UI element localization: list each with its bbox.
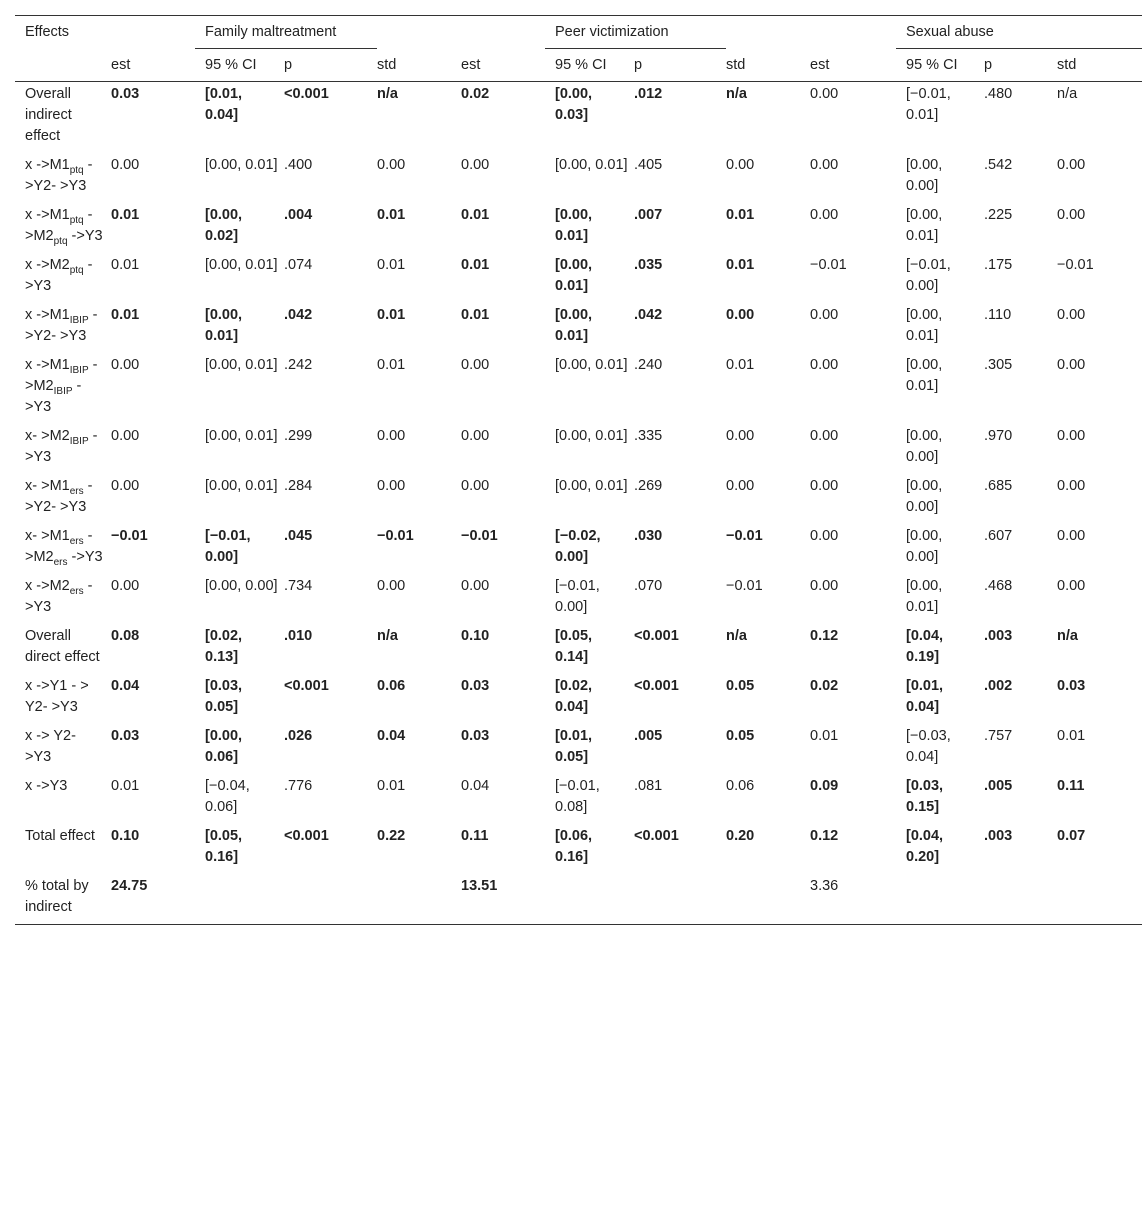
subheader-cell: p	[284, 49, 377, 82]
table-cell: [−0.01, 0.00]	[205, 528, 251, 565]
table-cell: 0.01	[461, 207, 490, 223]
table-cell: [0.00, 0.01]	[906, 357, 943, 394]
table-cell: [0.00, 0.01]	[906, 578, 943, 615]
table-row	[15, 874, 1142, 925]
table-cell: 0.00	[810, 478, 839, 494]
table-cell: 0.00	[1057, 307, 1086, 323]
table-cell: <0.001	[634, 678, 679, 694]
table-cell: .045	[284, 528, 313, 544]
table-row	[15, 574, 1142, 624]
table-cell: 0.00	[726, 157, 755, 173]
table-cell: [−0.01, 0.00]	[906, 257, 951, 294]
table-cell: 0.01	[461, 257, 490, 273]
table-cell: 0.00	[1057, 207, 1086, 223]
table-cell: [0.00, 0.00]	[906, 428, 943, 465]
subheader-cell: est	[810, 49, 896, 82]
table-cell: 0.01	[111, 207, 140, 223]
table-cell: −0.01	[726, 528, 763, 544]
table-cell: [0.00, 0.01]	[205, 157, 278, 173]
table-cell: .757	[984, 728, 1013, 744]
table-cell: [0.00, 0.01]	[205, 307, 243, 344]
table-cell: [0.01, 0.05]	[555, 728, 593, 765]
table-cell: 13.51	[461, 878, 498, 894]
table-cell: [0.00, 0.00]	[906, 478, 943, 515]
table-cell: 0.00	[810, 157, 839, 173]
table-cell: .010	[284, 628, 313, 644]
table-cell: 0.00	[1057, 528, 1086, 544]
table-cell: .070	[634, 578, 663, 594]
table-cell: <0.001	[284, 828, 329, 844]
table-cell: 0.01	[726, 207, 755, 223]
table-cell: .005	[634, 728, 663, 744]
table-cell: 0.00	[377, 428, 406, 444]
table-cell: 0.00	[111, 157, 140, 173]
table-cell: 0.01	[377, 257, 406, 273]
table-cell: [−0.01, 0.08]	[555, 778, 600, 815]
table-cell: 0.00	[377, 157, 406, 173]
row-label: Overall indirect effect	[25, 86, 72, 144]
table-cell: .240	[634, 357, 663, 373]
table-cell: 0.05	[726, 678, 755, 694]
table-cell: n/a	[726, 86, 747, 102]
table-cell: 0.00	[1057, 578, 1086, 594]
table-cell: .005	[984, 778, 1013, 794]
row-label: x $->M2_{ers}$ ->Y3	[25, 578, 93, 615]
table-cell: 0.03	[111, 728, 140, 744]
table-cell: 0.00	[810, 428, 839, 444]
table-cell: .734	[284, 578, 313, 594]
table-cell: [0.01, 0.04]	[205, 86, 243, 123]
table-cell: −0.01	[461, 528, 498, 544]
table-cell: [0.00, 0.01]	[205, 257, 278, 273]
table-cell: 0.00	[726, 478, 755, 494]
table-cell: .480	[984, 86, 1013, 102]
table-cell: 0.03	[461, 728, 490, 744]
table-cell: [0.00, 0.06]	[205, 728, 243, 765]
table-cell: 0.00	[1057, 357, 1086, 373]
table-cell	[726, 874, 810, 925]
table-cell: 3.36	[810, 878, 839, 894]
table-cell: [−0.01, 0.01]	[906, 86, 951, 123]
table-cell: n/a	[1057, 628, 1078, 644]
table-cell: [0.06, 0.16]	[555, 828, 593, 865]
row-label: x $->M1_{ptq}$ ->Y2- >Y3	[25, 157, 93, 194]
table-cell: .225	[984, 207, 1013, 223]
row-label: x ->Y3	[25, 778, 68, 794]
table-cell: <0.001	[634, 628, 679, 644]
table-cell: 0.00	[810, 528, 839, 544]
table-cell: .468	[984, 578, 1013, 594]
table-cell: [0.00, 0.00]	[906, 157, 943, 194]
table-cell: 0.08	[111, 628, 140, 644]
table-cell: −0.01	[810, 257, 847, 273]
table-cell: 0.02	[810, 678, 839, 694]
table-cell: [0.03, 0.15]	[906, 778, 944, 815]
row-label: x -> Y2- >Y3	[25, 728, 76, 765]
table-cell: [0.00, 0.01]	[205, 478, 278, 494]
table-cell: 0.01	[377, 207, 406, 223]
table-row	[15, 524, 1142, 574]
table-cell: −0.01	[111, 528, 148, 544]
table-cell: [0.00, 0.01]	[205, 428, 278, 444]
table-cell: .305	[984, 357, 1013, 373]
table-cell: 0.04	[461, 778, 490, 794]
table-cell: .607	[984, 528, 1013, 544]
table-cell: .003	[984, 628, 1013, 644]
table-cell	[1057, 874, 1142, 925]
table-cell: [0.00, 0.01]	[906, 207, 943, 244]
subheader-cell: 95 % CI	[896, 49, 984, 82]
table-row	[15, 424, 1142, 474]
table-cell: .542	[984, 157, 1013, 173]
table-cell: 0.07	[1057, 828, 1086, 844]
table-row	[15, 82, 1142, 154]
effects-header: Effects	[25, 24, 70, 40]
table-cell: 0.05	[726, 728, 755, 744]
table-cell: 0.00	[726, 307, 755, 323]
table-cell: 0.00	[111, 578, 140, 594]
row-label: x $->M2_{ptq}$ ->Y3	[25, 257, 93, 294]
table-cell: 0.00	[810, 357, 839, 373]
table-cell: .405	[634, 157, 663, 173]
table-cell: [0.00, 0.01]	[555, 207, 593, 244]
table-cell	[377, 874, 461, 925]
table-cell: 0.12	[810, 628, 839, 644]
table-cell: 0.00	[461, 578, 490, 594]
table-cell: 0.01	[810, 728, 839, 744]
table-row	[15, 303, 1142, 353]
table-cell: [0.04, 0.19]	[906, 628, 944, 665]
table-cell: 0.00	[111, 357, 140, 373]
table-cell: .012	[634, 86, 663, 102]
table-cell: .110	[984, 307, 1012, 323]
row-label: x $->M1_{ptq}$ $->M2_{ptq}$ ->Y3	[25, 207, 103, 247]
table-cell: 0.06	[377, 678, 406, 694]
table-cell: .400	[284, 157, 313, 173]
table-cell: 0.11	[1057, 778, 1085, 794]
table-cell	[896, 874, 984, 925]
table-row	[15, 824, 1142, 874]
subheader-cell: p	[984, 49, 1057, 82]
table-cell: .007	[634, 207, 663, 223]
table-cell: .242	[284, 357, 313, 373]
table-cell: 0.01	[377, 307, 406, 323]
table-cell: [0.00, 0.00]	[906, 528, 943, 565]
group-peer-victimization: Peer victimization	[545, 16, 726, 49]
table-cell: <0.001	[284, 678, 329, 694]
table-cell: .081	[634, 778, 663, 794]
table-cell: 0.11	[461, 828, 489, 844]
table-cell: n/a	[726, 628, 747, 644]
table-cell: 0.04	[111, 678, 140, 694]
subheader-cell: p	[634, 49, 726, 82]
subheader-cell: std	[377, 49, 461, 82]
table-cell: 0.01	[726, 257, 755, 273]
table-cell: 0.00	[810, 307, 839, 323]
table-cell: 0.03	[111, 86, 140, 102]
table-cell	[195, 874, 284, 925]
table-cell: .970	[984, 428, 1013, 444]
table-cell: [0.00, 0.01]	[555, 157, 628, 173]
subheader-cell: est	[461, 49, 545, 82]
table-cell: [0.00, 0.01]	[555, 357, 628, 373]
row-label: x ->Y1 - > Y2- >Y3	[25, 678, 89, 715]
table-cell: 0.00	[461, 157, 490, 173]
table-cell: 0.00	[1057, 157, 1086, 173]
row-label: Total effect	[25, 828, 95, 844]
table-cell: 0.01	[111, 778, 140, 794]
table-row	[15, 153, 1142, 203]
table-cell: .042	[634, 307, 663, 323]
table-cell: 0.03	[1057, 678, 1086, 694]
table-cell: n/a	[377, 86, 398, 102]
table-cell: [0.00, 0.01]	[555, 478, 628, 494]
table-cell: .074	[284, 257, 313, 273]
table-cell: 0.01	[111, 257, 140, 273]
table-cell: 0.09	[810, 778, 839, 794]
group-header-row	[15, 16, 1142, 49]
subheader-row	[15, 49, 1142, 82]
group-sexual-abuse: Sexual abuse	[896, 16, 1142, 49]
row-label: Overall direct effect	[25, 628, 100, 665]
table-cell: 0.01	[726, 357, 755, 373]
table-cell: 0.00	[1057, 428, 1086, 444]
table-cell: [0.00, 0.01]	[555, 428, 628, 444]
table-cell: [0.00, 0.01]	[555, 307, 593, 344]
table-cell: 0.04	[377, 728, 406, 744]
table-cell: [0.00, 0.03]	[555, 86, 593, 123]
table-cell: 0.01	[377, 778, 406, 794]
table-cell: .042	[284, 307, 313, 323]
table-cell: 0.00	[111, 478, 140, 494]
subheader-cell: std	[1057, 49, 1142, 82]
table-cell: 0.20	[726, 828, 755, 844]
table-cell: 0.06	[726, 778, 755, 794]
group-family-maltreatment: Family maltreatment	[195, 16, 377, 49]
table-cell: 0.00	[1057, 478, 1086, 494]
table-cell: 0.00	[377, 478, 406, 494]
table-cell: 0.22	[377, 828, 406, 844]
table-cell: .004	[284, 207, 313, 223]
table-cell: 0.00	[461, 428, 490, 444]
table-cell: 0.01	[111, 307, 140, 323]
table-cell: [0.02, 0.13]	[205, 628, 243, 665]
table-cell: [0.00, 0.02]	[205, 207, 243, 244]
table-cell: [−0.02, 0.00]	[555, 528, 601, 565]
table-cell: −0.01	[377, 528, 414, 544]
table-cell: 0.10	[111, 828, 140, 844]
row-label: $x- >M2_{IBIP}$ ->Y3	[25, 428, 98, 465]
table-cell: 0.10	[461, 628, 490, 644]
table-cell: [0.05, 0.14]	[555, 628, 593, 665]
row-label: % total by indirect	[25, 878, 89, 915]
subheader-cell: std	[726, 49, 810, 82]
effects-table	[15, 15, 1142, 925]
table-cell: 0.01	[461, 307, 490, 323]
table-cell: −0.01	[726, 578, 763, 594]
table-cell: 0.03	[461, 678, 490, 694]
table-cell: 0.01	[1057, 728, 1086, 744]
table-cell: .335	[634, 428, 663, 444]
table-cell: [0.00, 0.01]	[205, 357, 278, 373]
table-cell: .284	[284, 478, 313, 494]
table-cell: .026	[284, 728, 313, 744]
table-cell: 24.75	[111, 878, 148, 894]
table-cell: 0.00	[810, 207, 839, 223]
row-label: $x- >M1_{ers}$ $->M2_{ers}$ ->Y3	[25, 528, 103, 568]
table-cell: 0.00	[726, 428, 755, 444]
table-cell: 0.02	[461, 86, 490, 102]
table-cell: .776	[284, 778, 313, 794]
row-label: $x- >M1_{ers}$ ->Y2- >Y3	[25, 478, 93, 515]
table-cell: [−0.01, 0.00]	[555, 578, 600, 615]
table-cell: [0.01, 0.04]	[906, 678, 944, 715]
table-row	[15, 624, 1142, 674]
table-cell: 0.12	[810, 828, 839, 844]
table-cell: [0.05, 0.16]	[205, 828, 243, 865]
table-cell: 0.01	[377, 357, 406, 373]
table-cell: [−0.03, 0.04]	[906, 728, 951, 765]
table-row	[15, 353, 1142, 424]
table-row	[15, 253, 1142, 303]
table-cell: [0.03, 0.05]	[205, 678, 243, 715]
table-cell: 0.00	[111, 428, 140, 444]
table-cell	[984, 874, 1057, 925]
table-cell: n/a	[1057, 86, 1078, 102]
table-row	[15, 774, 1142, 824]
table-cell: .002	[984, 678, 1013, 694]
table-cell: .035	[634, 257, 663, 273]
row-label: x $->M1_{IBIP} - >M2_{IBIP}$ ->Y3	[25, 357, 98, 415]
table-cell: 0.00	[810, 86, 839, 102]
subheader-cell: 95 % CI	[545, 49, 634, 82]
table-cell: <0.001	[634, 828, 679, 844]
table-cell: n/a	[377, 628, 398, 644]
table-cell: .030	[634, 528, 663, 544]
table-cell: <0.001	[284, 86, 329, 102]
table-cell: [0.00, 0.00]	[205, 578, 278, 594]
table-cell: [−0.04, 0.06]	[205, 778, 250, 815]
table-cell: −0.01	[1057, 257, 1094, 273]
table-cell: 0.00	[461, 357, 490, 373]
table-row	[15, 203, 1142, 253]
table-cell: [0.00, 0.01]	[906, 307, 943, 344]
subheader-cell: 95 % CI	[195, 49, 284, 82]
table-cell: 0.00	[461, 478, 490, 494]
table-cell: .269	[634, 478, 663, 494]
table-cell	[634, 874, 726, 925]
table-cell	[284, 874, 377, 925]
table-row	[15, 674, 1142, 724]
table-cell: .175	[984, 257, 1013, 273]
table-cell: [0.04, 0.20]	[906, 828, 944, 865]
table-cell: .299	[284, 428, 313, 444]
table-cell: 0.00	[377, 578, 406, 594]
table-cell	[545, 874, 634, 925]
table-cell: .003	[984, 828, 1013, 844]
table-cell: [0.02, 0.04]	[555, 678, 593, 715]
table-row	[15, 724, 1142, 774]
table-cell: [0.00, 0.01]	[555, 257, 593, 294]
subheader-cell: est	[111, 49, 195, 82]
table-cell: 0.00	[810, 578, 839, 594]
table-cell: .685	[984, 478, 1013, 494]
table-row	[15, 474, 1142, 524]
row-label: x $->M1_{IBIP}$ ->Y2- >Y3	[25, 307, 98, 344]
